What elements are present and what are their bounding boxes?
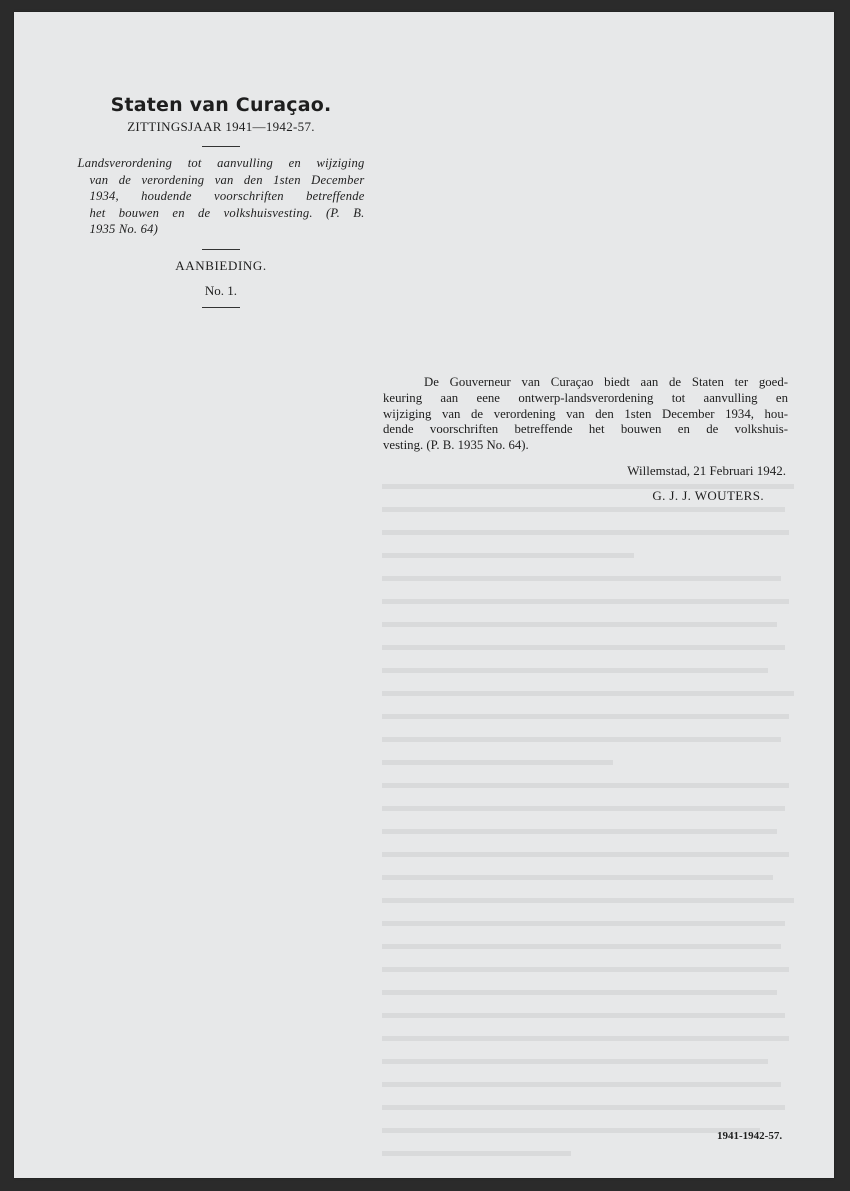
document-body bbox=[383, 375, 788, 504]
offer-paragraph bbox=[383, 375, 788, 454]
signature: G. J. J. WOUTERS. bbox=[652, 487, 764, 503]
divider bbox=[202, 307, 240, 308]
reverse-side-bleed-through bbox=[382, 472, 802, 1162]
subject-line: het bouwen en de volkshuisvesting. (P. B. bbox=[89, 205, 365, 220]
session-year: ZITTINGSJAAR 1941—1942-57. bbox=[127, 119, 315, 134]
footer-document-code: 1941-1942-57. bbox=[717, 1130, 783, 1142]
subject-description bbox=[78, 155, 365, 238]
body-line: vesting. (P. B. 1935 No. 64). bbox=[383, 438, 529, 453]
body-line: keuring aan eene ontwerp-landsverordening tot aanvulling en bbox=[383, 390, 788, 405]
document-page bbox=[14, 12, 834, 1178]
body-line: dende voorschriften betreffende het bouwen en de volkshuis- bbox=[383, 422, 788, 437]
document-type: AANBIEDING. bbox=[175, 257, 267, 273]
place-and-date: Willemstad, 21 Februari 1942. bbox=[627, 462, 786, 478]
subject-line: van de verordening van den 1sten December bbox=[89, 172, 365, 187]
subject-line: Landsverordening tot aanvulling en wijziging bbox=[77, 156, 365, 170]
document-number: No. 1. bbox=[204, 282, 238, 298]
divider bbox=[202, 249, 240, 250]
body-line: De Gouverneur van Curaçao biedt aan de Staten ter goed- bbox=[424, 375, 788, 389]
divider bbox=[202, 146, 240, 147]
document-header bbox=[76, 92, 366, 316]
document-title: Staten van Curaçao. bbox=[110, 94, 332, 116]
subject-line: 1934, houdende voorschriften betreffende bbox=[89, 189, 365, 203]
body-line: wijziging van de verordening van den 1sten December 1934, hou- bbox=[383, 406, 788, 421]
subject-line: 1935 No. 64) bbox=[89, 222, 159, 236]
